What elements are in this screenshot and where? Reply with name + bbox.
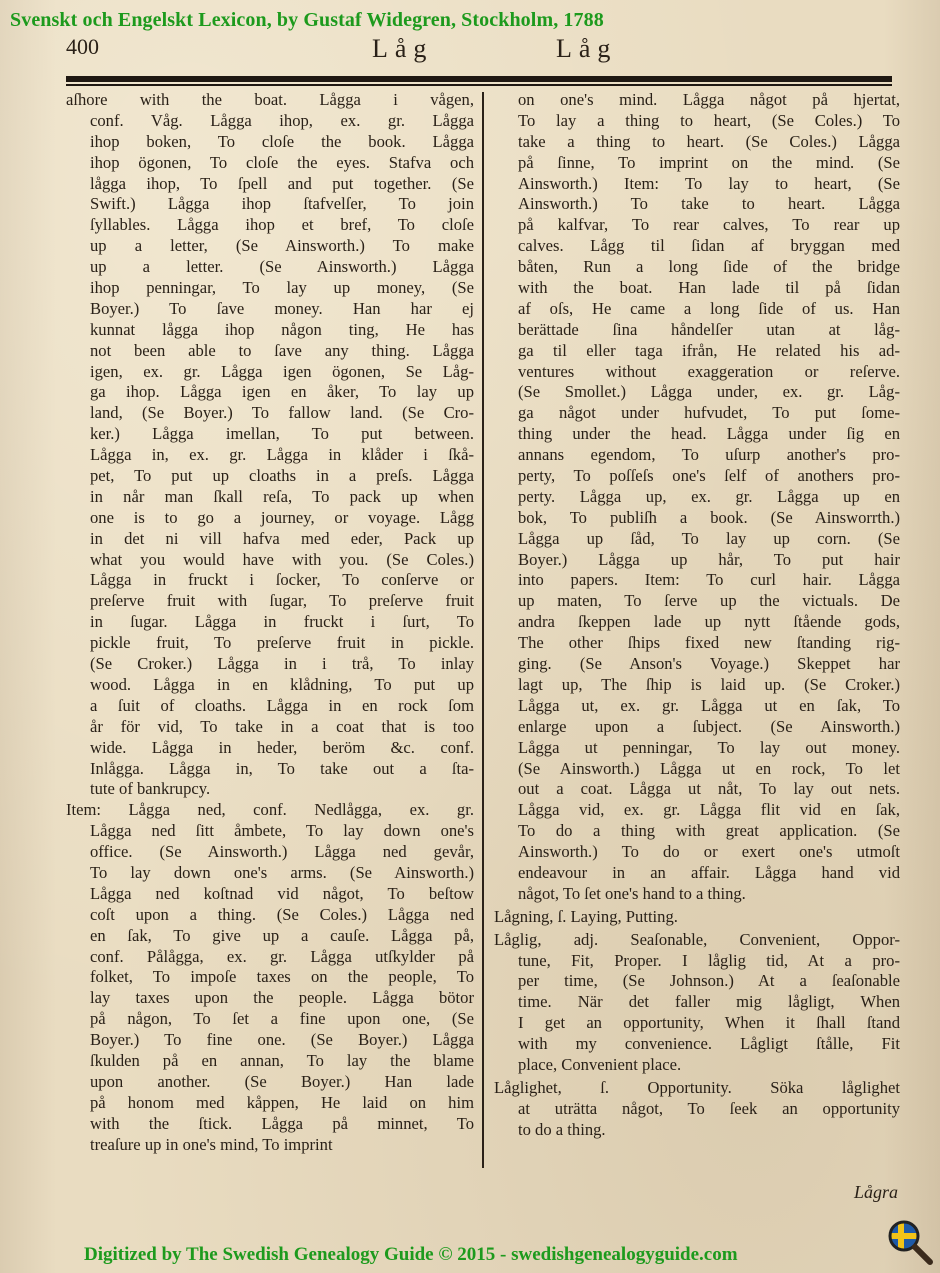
text-line: place, Convenient place. (518, 1054, 682, 1074)
text-line: lay taxes upon the people. Lågga bötor (90, 988, 474, 1008)
text-line: at uträtta något, To ſeek an opportunity (518, 1098, 900, 1118)
text-line: endeavour in an affair. Lågga hand vid (518, 862, 900, 882)
text-line: into papers. Item: To curl hair. Lågga (518, 570, 900, 590)
banner-title: Svenskt och Engelskt Lexicon, by Gustaf Widegren, Stockholm, 1788 (10, 9, 604, 31)
text-line: Item: Lågga ned, conf. Nedlågga, ex. gr. (66, 800, 474, 820)
text-line: ga til eller taga ifrån, He related his ad- (518, 340, 900, 360)
text-line: The other ſhips fixed new ſtanding rig- (518, 633, 900, 653)
text-line: per time, (Se Johnson.) At a ſeaſonable (518, 971, 900, 991)
text-line: Lågga in fruckt i ſocker, To conſerve or (90, 570, 474, 590)
text-line: aſhore with the boat. Lågga i vågen, (66, 90, 474, 109)
text-line: ihop ögonen, To cloſe the eyes. Stafva och (90, 152, 474, 172)
text-line: Lågga ut, ex. gr. Lågga ut en ſak, To (518, 695, 900, 715)
text-line: conf. Våg. Lågga ihop, ex. gr. Lågga (90, 110, 474, 130)
text-line: upon another. (Se Boyer.) Han lade (90, 1071, 474, 1091)
text-line: wide. Lågga in heder, beröm &c. conf. (90, 737, 474, 757)
text-line: en ſak, To give up a cauſe. Lågga på, (90, 925, 474, 945)
text-line: af oſs, He came a long ſide of us. Han (518, 298, 900, 318)
column-divider (482, 92, 484, 1168)
text-line: berättade ſina håndelſer utan at låg- (518, 319, 900, 339)
text-line: båten, Run a long ſide of the bridge (518, 257, 900, 277)
text-line: take a thing to heart. (Se Coles.) Lågga (518, 131, 900, 151)
text-line: up maten, To ſerve up the victuals. De (518, 591, 900, 611)
text-line: på ſinne, To imprint on the mind. (Se (518, 152, 900, 172)
text-line: perty. Lågga up, ex. gr. Lågga up en (518, 486, 900, 506)
text-line: with the boat. Han lade til på ſidan (518, 278, 900, 298)
text-line: ga något under hufvudet, To put ſome- (518, 403, 900, 423)
text-line: lagt up, The ſhip is laid up. (Se Croker.) (518, 674, 900, 694)
text-line: Swift.) Lågga ihop ſtafvelſer, To join (90, 194, 474, 214)
text-line: Lågga vid, ex. gr. Lågga flit vid en ſak, (518, 800, 900, 820)
text-line: (Se Ainsworth.) Lågga ut en rock, To let (518, 758, 900, 778)
text-line: Ainsworth.) To take to heart. Lågga (518, 194, 900, 214)
page-number: 400 (66, 34, 99, 59)
text-line: Lågning, ſ. Laying, Putting. (494, 906, 678, 926)
text-line: (Se Smollet.) Lågga under, ex. gr. Låg- (518, 382, 900, 402)
text-line: ventures without exaggeration or reſerve. (518, 361, 900, 381)
text-line: with the ſtick. Lågga på minnet, To (90, 1113, 474, 1133)
text-line: preſerve fruit with ſugar, To preſerve fruit (90, 591, 474, 611)
page-header (62, 34, 880, 66)
text-line: tute of bankrupcy. (90, 779, 211, 799)
text-line: Lågga ned ſitt åmbete, To lay down one's (90, 821, 474, 841)
text-line: ga ihop. Lågga igen en åker, To lay up (90, 382, 474, 402)
text-line: bok, To publiſh a book. (Se Ainsworrth.) (518, 507, 900, 527)
text-line: wood. Lågga in en klådning, To put up (90, 674, 474, 694)
text-line: på någon, To ſet a fine upon one, (Se (90, 1009, 474, 1029)
text-line: ging. (Se Anson's Voyage.) Skeppet har (518, 654, 900, 674)
text-line: igen, ex. gr. Lågga igen ögonen, Se Låg- (90, 361, 474, 381)
text-line: in når man ſkall reſa, To pack up when (90, 486, 474, 506)
text-line: Ainsworth.) To do or exert one's utmoſt (518, 842, 900, 862)
text-line: lågga ihop, To ſpell and put together. (Se (90, 173, 474, 193)
swedish-flag-magnifier-icon (884, 1216, 936, 1268)
text-line: time. När det faller mig lågligt, When (518, 992, 900, 1012)
text-line: ker.) Lågga imellan, To put between. (90, 424, 474, 444)
text-line: not been able to ſave any thing. Lågga (90, 340, 474, 360)
text-line: (Se Croker.) Lågga in i trå, To inlay (90, 654, 474, 674)
text-line: Ainsworth.) Item: To lay to heart, (Se (518, 173, 900, 193)
text-line: what you would have with you. (Se Coles.) (90, 549, 474, 569)
text-line: I get an opportunity, When it ſhall ſtand (518, 1013, 900, 1033)
text-line: up a letter, (Se Ainsworth.) To make (90, 236, 474, 256)
text-line: enlarge upon a ſubject. (Se Ainsworth.) (518, 716, 900, 736)
text-line: år för vid, To take in a coat that is too (90, 716, 474, 736)
text-line: a ſuit of cloaths. Lågga in en rock ſom (90, 695, 474, 715)
text-line: på kalfvar, To rear calves, To rear up (518, 215, 900, 235)
text-line: land, (Se Boyer.) To fallow land. (Se Cro- (90, 403, 474, 423)
text-line: Låglig, adj. Seaſonable, Convenient, Oppor- (494, 929, 900, 949)
right-column (494, 90, 900, 1141)
text-line: ſyllables. Lågga ihop et bref, To cloſe (90, 215, 474, 235)
head-word-left: Låg (372, 34, 434, 63)
text-line: thing under the head. Lågga under ſig en (518, 424, 900, 444)
catchword: Lågra (853, 1182, 898, 1202)
text-line: perty, To poſſeſs one's ſelf of anothers pro- (518, 466, 900, 486)
header-rule (66, 72, 892, 88)
text-line: conf. Pålågga, ex. gr. Lågga utſkylder på (90, 946, 474, 966)
text-line: in ſugar. Lågga in fruckt i ſurt, To (90, 612, 474, 632)
text-line: to do a thing. (518, 1119, 606, 1139)
text-line: on one's mind. Lågga något på hjertat, (518, 90, 900, 109)
text-line: pet, To put up cloaths in a preſs. Lågga (90, 466, 474, 486)
text-line: Lågga in, ex. gr. Lågga in klåder i ſkå- (90, 445, 474, 465)
text-line: office. (Se Ainsworth.) Lågga ned gevår, (90, 842, 474, 862)
text-line: kunnat lågga ihop någon ting, He has (90, 319, 474, 339)
text-line: Boyer.) To fine one. (Se Boyer.) Lågga (90, 1030, 474, 1050)
text-line: ihop boken, To cloſe the book. Lågga (90, 131, 474, 151)
text-line: out a coat. Lågga ut nåt, To lay out nets. (518, 779, 900, 799)
footer-credit: Digitized by The Swedish Genealogy Guide © 2015 - swedishgenealogyguide.com (84, 1244, 738, 1265)
text-line: To do a thing with great application. (Se (518, 821, 900, 841)
text-line: folket, To impoſe taxes on the people, To (90, 967, 474, 987)
text-line: Inlågga. Lågga in, To take out a ſta- (90, 758, 474, 778)
text-line: på honom med kåppen, He laid on him (90, 1092, 474, 1112)
text-line: Boyer.) Lågga up hår, To put hair (518, 549, 900, 569)
text-line: calves. Lågg til ſidan af bryggan med (518, 236, 900, 256)
head-word-right: Låg (556, 34, 618, 63)
text-line: tune, Fit, Proper. I låglig tid, At a pro- (518, 950, 900, 970)
text-line: ihop penningar, To lay up money, (Se (90, 278, 474, 298)
text-line: Lågga ned koſtnad vid något, To beſtow (90, 883, 474, 903)
text-line: coſt upon a thing. (Se Coles.) Lågga ned (90, 904, 474, 924)
text-line: To lay a thing to heart, (Se Coles.) To (518, 110, 900, 130)
text-line: andra ſkeppen lade up nytt ſtående gods, (518, 612, 900, 632)
text-line: Lågga ut penningar, To lay out money. (518, 737, 900, 757)
text-line: ſkulden på en annan, To lay the blame (90, 1050, 474, 1070)
text-line: up a letter. (Se Ainsworth.) Lågga (90, 257, 474, 277)
text-line: något, To ſet one's hand to a thing. (518, 883, 746, 903)
text-line: annans egendom, To uſurp another's pro- (518, 445, 900, 465)
text-line: treaſure up in one's mind, To imprint (90, 1134, 333, 1154)
text-line: Boyer.) To ſave money. Han har ej (90, 298, 474, 318)
text-line: To lay down one's arms. (Se Ainsworth.) (90, 862, 474, 882)
text-line: in det ni vill hafva med eder, Pack up (90, 528, 474, 548)
text-line: Lågga up ſåd, To lay up corn. (Se (518, 528, 900, 548)
left-column (66, 90, 474, 1155)
text-line: one is to go a journey, or voyage. Lågg (90, 507, 474, 527)
text-line: with my convenience. Lågligt ſtålle, Fit (518, 1034, 900, 1054)
text-line: Låglighet, ſ. Opportunity. Söka låglighet (494, 1077, 900, 1097)
text-line: pickle fruit, To preſerve fruit in pickle. (90, 633, 474, 653)
